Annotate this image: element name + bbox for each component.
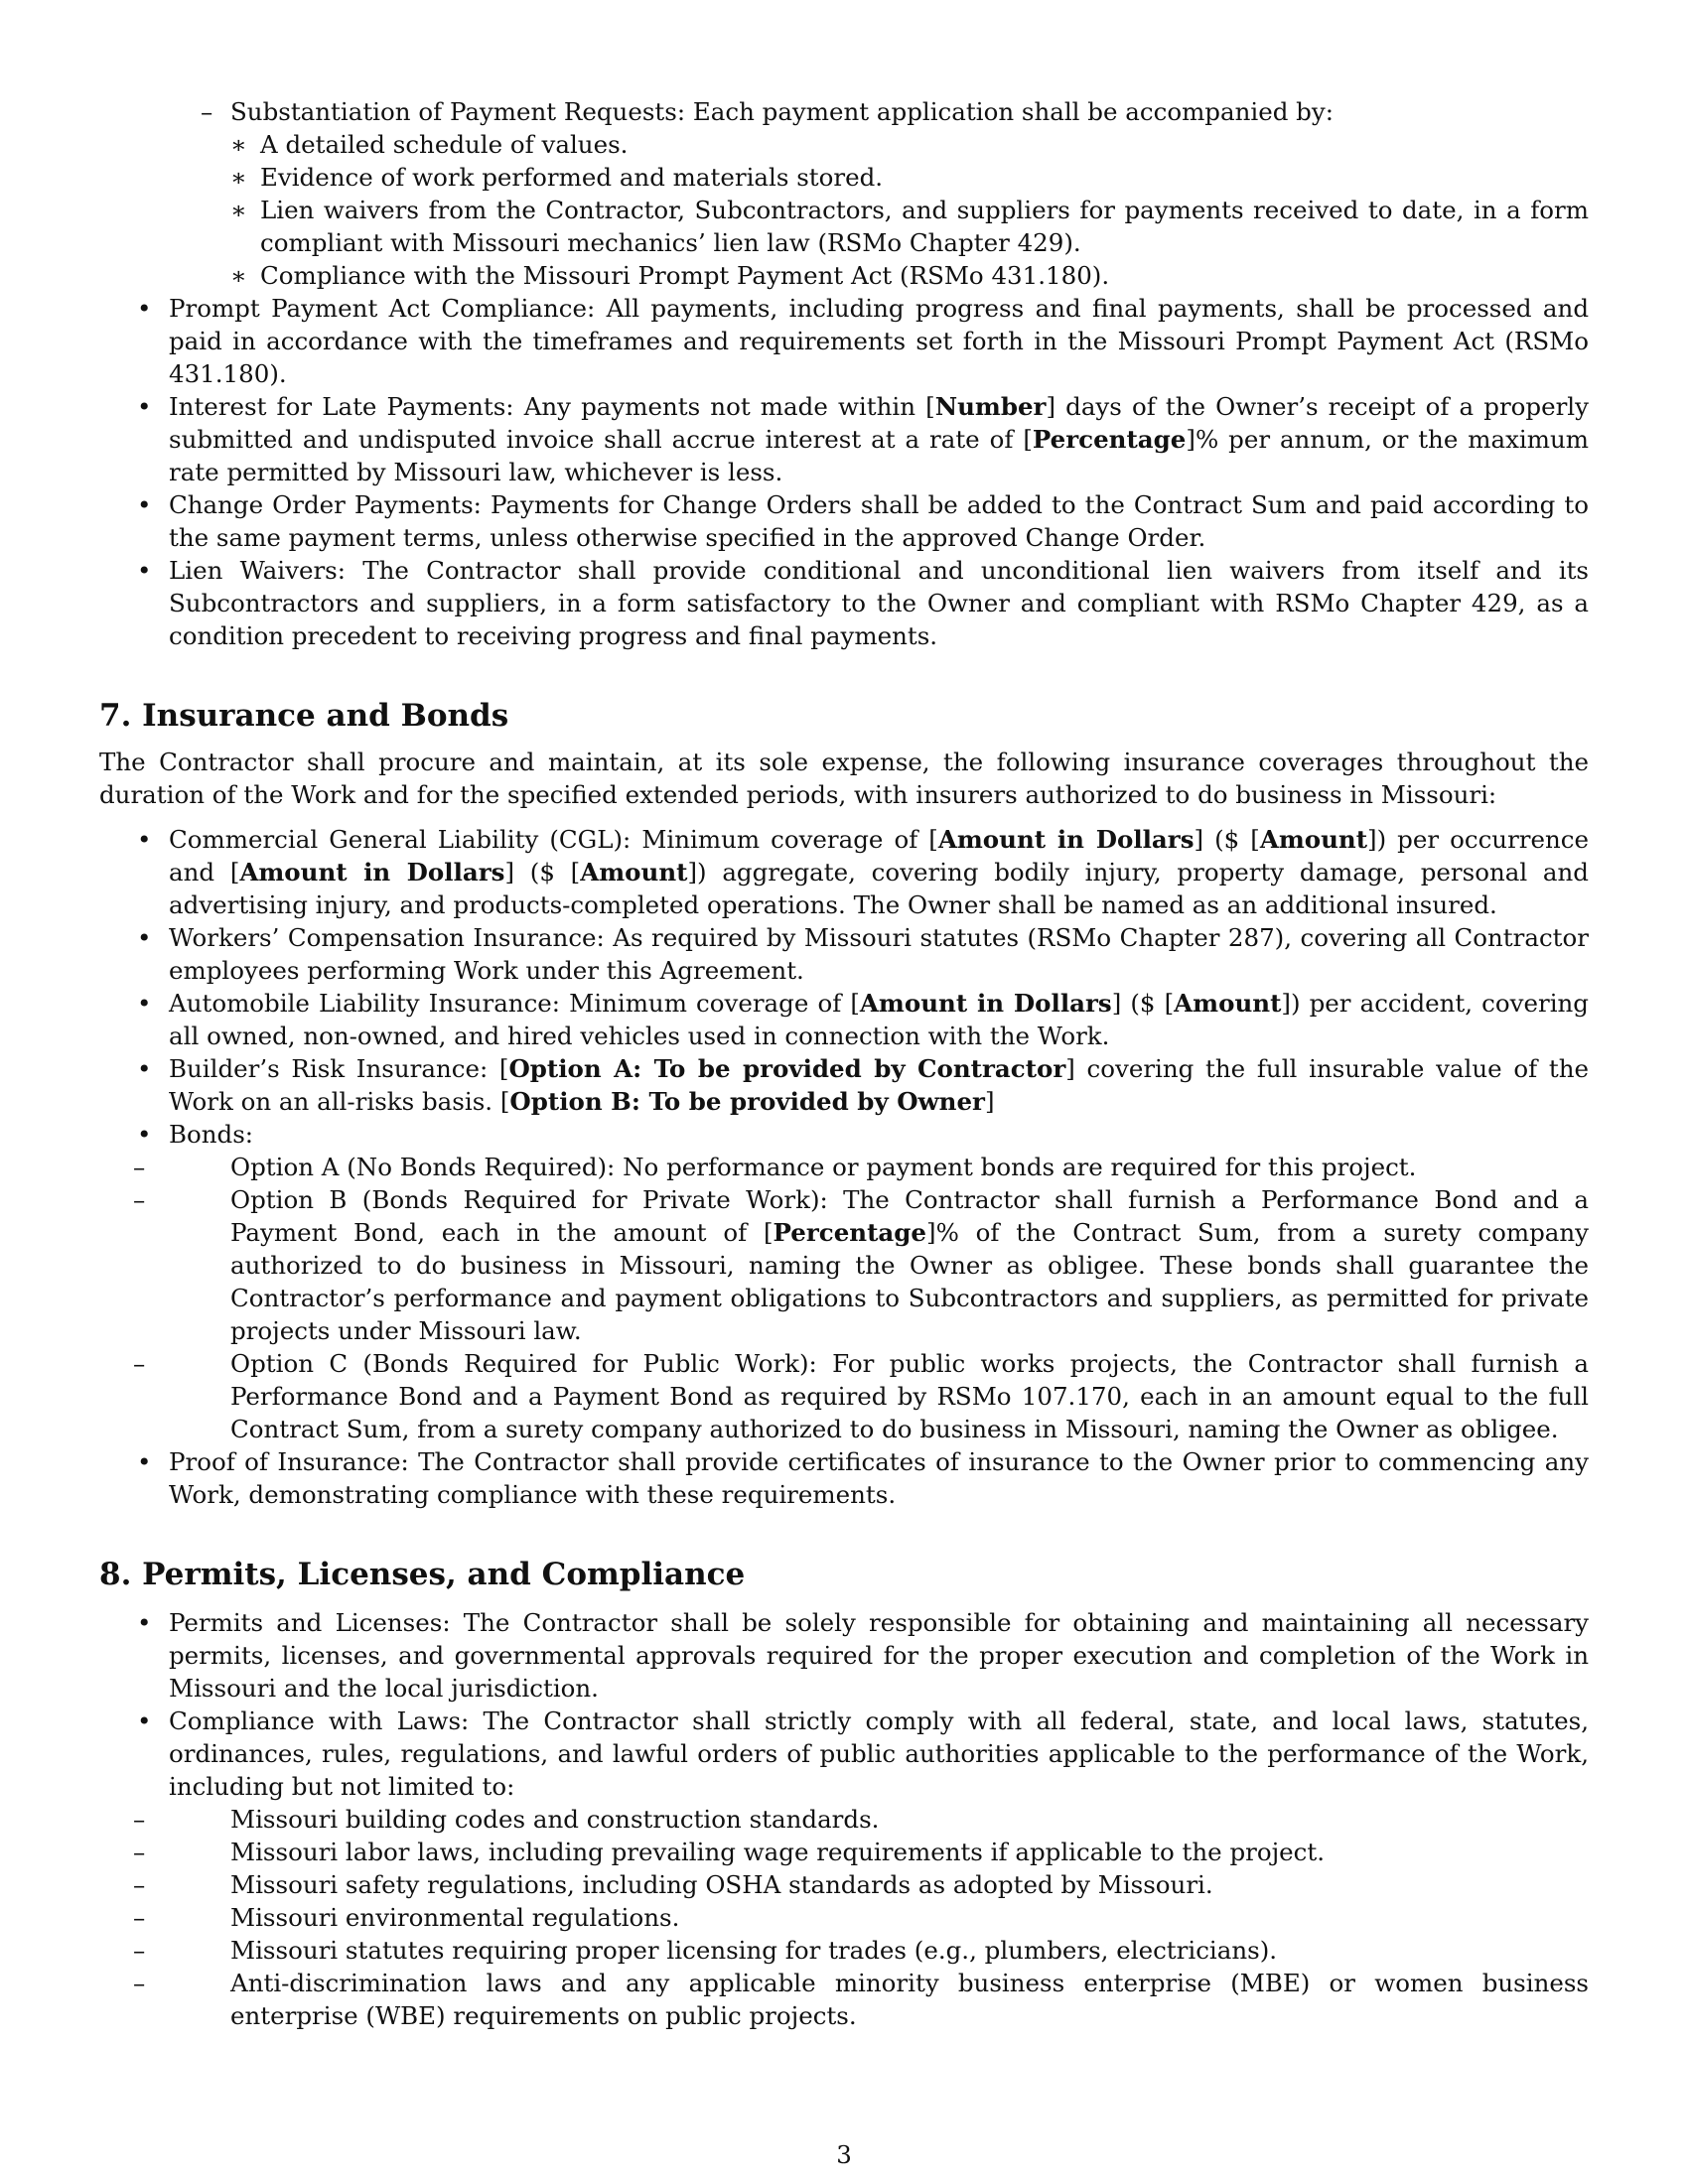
list-item (133, 1934, 1589, 1967)
bullet-marker: • (137, 1120, 152, 1149)
list-item-text: Missouri labor laws, including prevailing wage requirements if applicable to the project. (230, 1838, 1326, 1866)
list-item-text: Interest for Late Payments: Any payments not made within [Number] days of the Owner’s receipt of a properly submitted and undisputed invoice shall accrue interest at a rate of [Percentage]% per annum, or the maximum rate permitted by Missouri law, whichever is less. (169, 392, 1589, 486)
list-item-text: Missouri safety regulations, including OSHA standards as adopted by Missouri. (230, 1870, 1213, 1899)
list-item-text: Compliance with the Missouri Prompt Payment Act (RSMo 431.180). (260, 261, 1110, 290)
list-item (99, 987, 1589, 1052)
dash-marker: – (133, 1838, 146, 1866)
list-item-text: A detailed schedule of values. (260, 130, 629, 159)
list-item (133, 1803, 1589, 1836)
list-item-text: Option A (No Bonds Required): No performance or payment bonds are required for this project. (230, 1153, 1417, 1181)
list-item (99, 1445, 1589, 1511)
document-page (99, 95, 1589, 2032)
bullet-marker: • (137, 1447, 152, 1476)
list-item-text: Missouri statutes requiring proper licensing for trades (e.g., plumbers, electricians). (230, 1936, 1278, 1965)
substantiation-sublist (99, 128, 1589, 292)
list-item-text: Substantiation of Payment Requests: Each payment application shall be accompanied by: (230, 97, 1334, 126)
dash-marker: – (133, 1185, 146, 1214)
star-marker: ∗ (230, 261, 247, 290)
list-item (99, 1606, 1589, 1705)
dash-marker: – (133, 1936, 146, 1965)
list-item (99, 823, 1589, 921)
list-item (133, 1868, 1589, 1901)
list-item-text: Commercial General Liability (CGL): Minimum coverage of [Amount in Dollars] ($ [Amount]) per occurrence and [Amount in Dollars] ($ [Amount]) aggregate, covering bodily injury, property damage, personal and advertising injury, and products-completed operations. The Owner shall be named as an additional insured. (169, 825, 1589, 919)
dash-marker: – (201, 97, 213, 126)
list-item (99, 292, 1589, 390)
list-item-text: Change Order Payments: Payments for Change Orders shall be added to the Contract Sum and paid according to the same payment terms, unless otherwise specified in the approved Change Order. (169, 490, 1589, 552)
dash-marker: – (133, 1903, 146, 1932)
dash-marker: – (133, 1153, 146, 1181)
list-item-text: Evidence of work performed and materials stored. (260, 163, 884, 192)
star-marker: ∗ (230, 130, 247, 159)
list-item-text: Proof of Insurance: The Contractor shall provide certificates of insurance to the Owner prior to commencing any Work, demonstrating compliance with these requirements. (169, 1447, 1589, 1509)
dash-marker: – (133, 1805, 146, 1834)
list-item (99, 95, 1589, 128)
list-item-text: Anti-discrimination laws and any applicable minority business enterprise (MBE) or women business enterprise (WBE) requirements on public projects. (230, 1969, 1589, 2030)
list-item (99, 1118, 1589, 1445)
list-item-text: Permits and Licenses: The Contractor shall be solely responsible for obtaining and maintaining all necessary permits, licenses, and governmental approvals required for the proper execution and completion of the Work in Missouri and the local jurisdiction. (169, 1608, 1589, 1703)
section-heading-insurance-bonds: 7. Insurance and Bonds (99, 698, 509, 734)
dash-marker: – (133, 1349, 146, 1378)
dash-marker: – (133, 1969, 146, 1997)
page-number: 3 (836, 2140, 852, 2169)
list-item-text: Automobile Liability Insurance: Minimum coverage of [Amount in Dollars] ($ [Amount]) per accident, covering all owned, non-owned, and hired vehicles used in connection with the Work. (169, 989, 1589, 1050)
list-item-text: Builder’s Risk Insurance: [Option A: To be provided by Contractor] covering the full insurable value of the Work on an all-risks basis. [Option B: To be provided by Owner] (169, 1054, 1589, 1116)
section-heading-permits-compliance: 8. Permits, Licenses, and Compliance (99, 1557, 746, 1592)
bonds-sublist (133, 1151, 1590, 1445)
list-item (230, 259, 1589, 292)
list-item-text: Lien waivers from the Contractor, Subcontractors, and suppliers for payments received to date, in a form compliant with Missouri mechanics’ lien law (RSMo Chapter 429). (260, 196, 1589, 257)
section-intro: The Contractor shall procure and maintain, at its sole expense, the following insurance coverages throughout the duration of the Work and for the specified extended periods, with insurers authorized to do business in Missouri: (99, 748, 1589, 809)
placeholder-number: Number (934, 392, 1047, 421)
bullet-marker: • (137, 825, 152, 854)
list-item-text: Prompt Payment Act Compliance: All payments, including progress and final payments, shall be processed and paid in accordance with the timeframes and requirements set forth in the Missouri Prompt Payment Act (RSMo 431.180). (169, 294, 1589, 388)
insurance-list (99, 823, 1589, 1511)
placeholder-percentage: Percentage (1032, 425, 1187, 454)
list-item-text: Bonds: (169, 1120, 254, 1149)
list-item (230, 128, 1589, 161)
bullet-marker: • (137, 1608, 152, 1637)
bullet-marker: • (137, 490, 152, 519)
list-item (99, 1705, 1589, 2032)
bullet-marker: • (137, 989, 152, 1018)
permits-list (99, 1606, 1589, 2032)
list-item (230, 161, 1589, 194)
list-item-text: Option C (Bonds Required for Public Work): For public works projects, the Contractor shall furnish a Performance Bond and a Payment Bond as required by RSMo 107.170, each in an amount equal to the full Contract Sum, from a surety company authorized to do business in Missouri, naming the Owner as obligee. (230, 1349, 1589, 1443)
list-item (99, 921, 1589, 987)
list-item (133, 1836, 1589, 1868)
list-item (133, 1347, 1589, 1445)
list-item-text: Missouri building codes and construction standards. (230, 1805, 880, 1834)
star-marker: ∗ (230, 163, 247, 192)
list-item (99, 1052, 1589, 1118)
list-item-text: Workers’ Compensation Insurance: As required by Missouri statutes (RSMo Chapter 287), covering all Contractor employees performing Work under this Agreement. (169, 923, 1589, 985)
list-item-text: Compliance with Laws: The Contractor shall strictly comply with all federal, state, and local laws, statutes, ordinances, rules, regulations, and lawful orders of public authorities applicable to the performance of the Work, including but not limited to: (169, 1706, 1589, 1801)
payment-terms-list (99, 292, 1589, 652)
star-marker: ∗ (230, 196, 247, 224)
list-item (133, 1967, 1589, 2032)
list-item-text: Lien Waivers: The Contractor shall provide conditional and unconditional lien waivers from itself and its Subcontractors and suppliers, in a form satisfactory to the Owner and compliant with RSMo Chapter 429, as a condition precedent to receiving progress and final payments. (169, 556, 1589, 650)
list-item-text: Option B (Bonds Required for Private Work): The Contractor shall furnish a Performance Bond and a Payment Bond, each in the amount of [Percentage]% of the Contract Sum, from a surety company authorized to do business in Missouri, naming the Owner as obligee. These bonds shall guarantee the Contractor’s performance and payment obligations to Subcontractors and suppliers, as permitted for private projects under Missouri law. (230, 1185, 1590, 1345)
laws-sublist (133, 1803, 1589, 2032)
list-item (230, 194, 1589, 259)
bullet-marker: • (137, 1706, 152, 1735)
list-item (133, 1901, 1589, 1934)
dash-marker: – (133, 1870, 146, 1899)
bullet-marker: • (137, 556, 152, 585)
list-item-text: Missouri environmental regulations. (230, 1903, 680, 1932)
bullet-marker: • (137, 923, 152, 952)
bullet-marker: • (137, 392, 152, 421)
bullet-marker: • (137, 294, 152, 323)
continuation-list (99, 95, 1589, 128)
list-item (99, 390, 1589, 488)
list-item (99, 488, 1589, 554)
list-item (133, 1183, 1590, 1347)
list-item (99, 554, 1589, 652)
bullet-marker: • (137, 1054, 152, 1083)
list-item (133, 1151, 1589, 1183)
